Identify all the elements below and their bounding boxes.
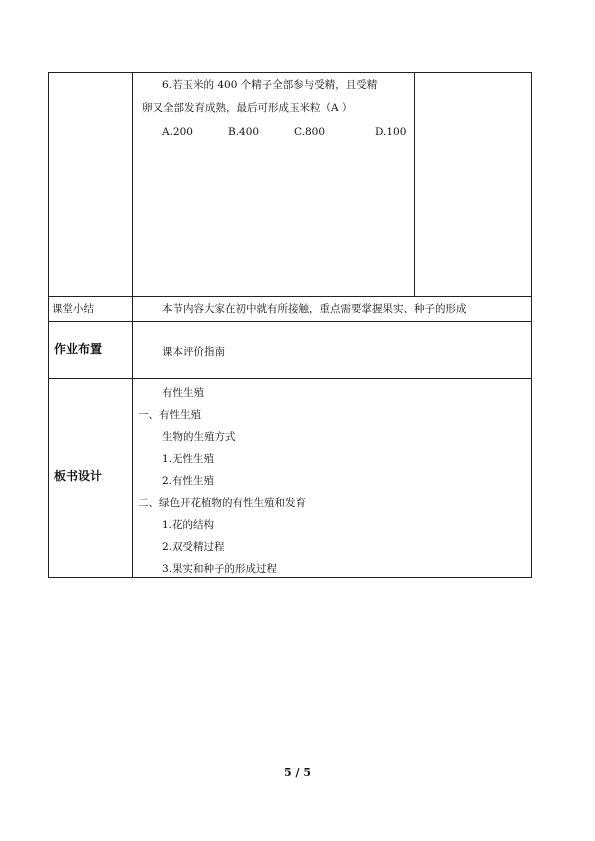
board-line: 3.果实和种子的形成过程	[162, 563, 278, 575]
question-6-option-c: C.800	[294, 126, 326, 138]
table-left-border	[48, 72, 49, 578]
board-line: 2.有性生殖	[162, 475, 215, 487]
question-6-option-d: D.100	[375, 126, 407, 138]
board-line: 有性生殖	[162, 387, 204, 399]
row-divider-1	[48, 296, 532, 297]
board-line: 2.双受精过程	[162, 541, 225, 553]
question-6-option-b: B.400	[228, 126, 260, 138]
table-bottom-border	[48, 577, 532, 578]
homework-label: 作业布置	[54, 342, 103, 356]
row-divider-3	[48, 378, 532, 379]
board-label: 板书设计	[54, 469, 103, 483]
board-line: 生物的生殖方式	[162, 431, 236, 443]
homework-text: 课本评价指南	[162, 346, 225, 358]
page-number: 5 / 5	[284, 766, 311, 779]
table-right-border	[531, 72, 532, 578]
question-6-line-2: 卵又全部发育成熟，最后可形成玉米粒（A ）	[142, 102, 353, 114]
question-6-option-a: A.200	[162, 126, 193, 138]
row-divider-2	[48, 321, 532, 322]
summary-text: 本节内容大家在初中就有所接触，重点需要掌握果实、种子的形成	[162, 303, 467, 315]
board-line: 1.花的结构	[162, 519, 215, 531]
question-right-border	[414, 72, 415, 297]
board-line: 1.无性生殖	[162, 453, 215, 465]
board-line: 一、有性生殖	[138, 409, 201, 421]
summary-label: 课堂小结	[52, 303, 94, 315]
board-line: 二、绿色开花植物的有性生殖和发育	[138, 497, 306, 509]
question-6-line-1: 6.若玉米的 400 个精子全部参与受精，且受精	[162, 79, 378, 91]
table-top-border	[48, 72, 532, 73]
label-column-border	[132, 72, 133, 578]
